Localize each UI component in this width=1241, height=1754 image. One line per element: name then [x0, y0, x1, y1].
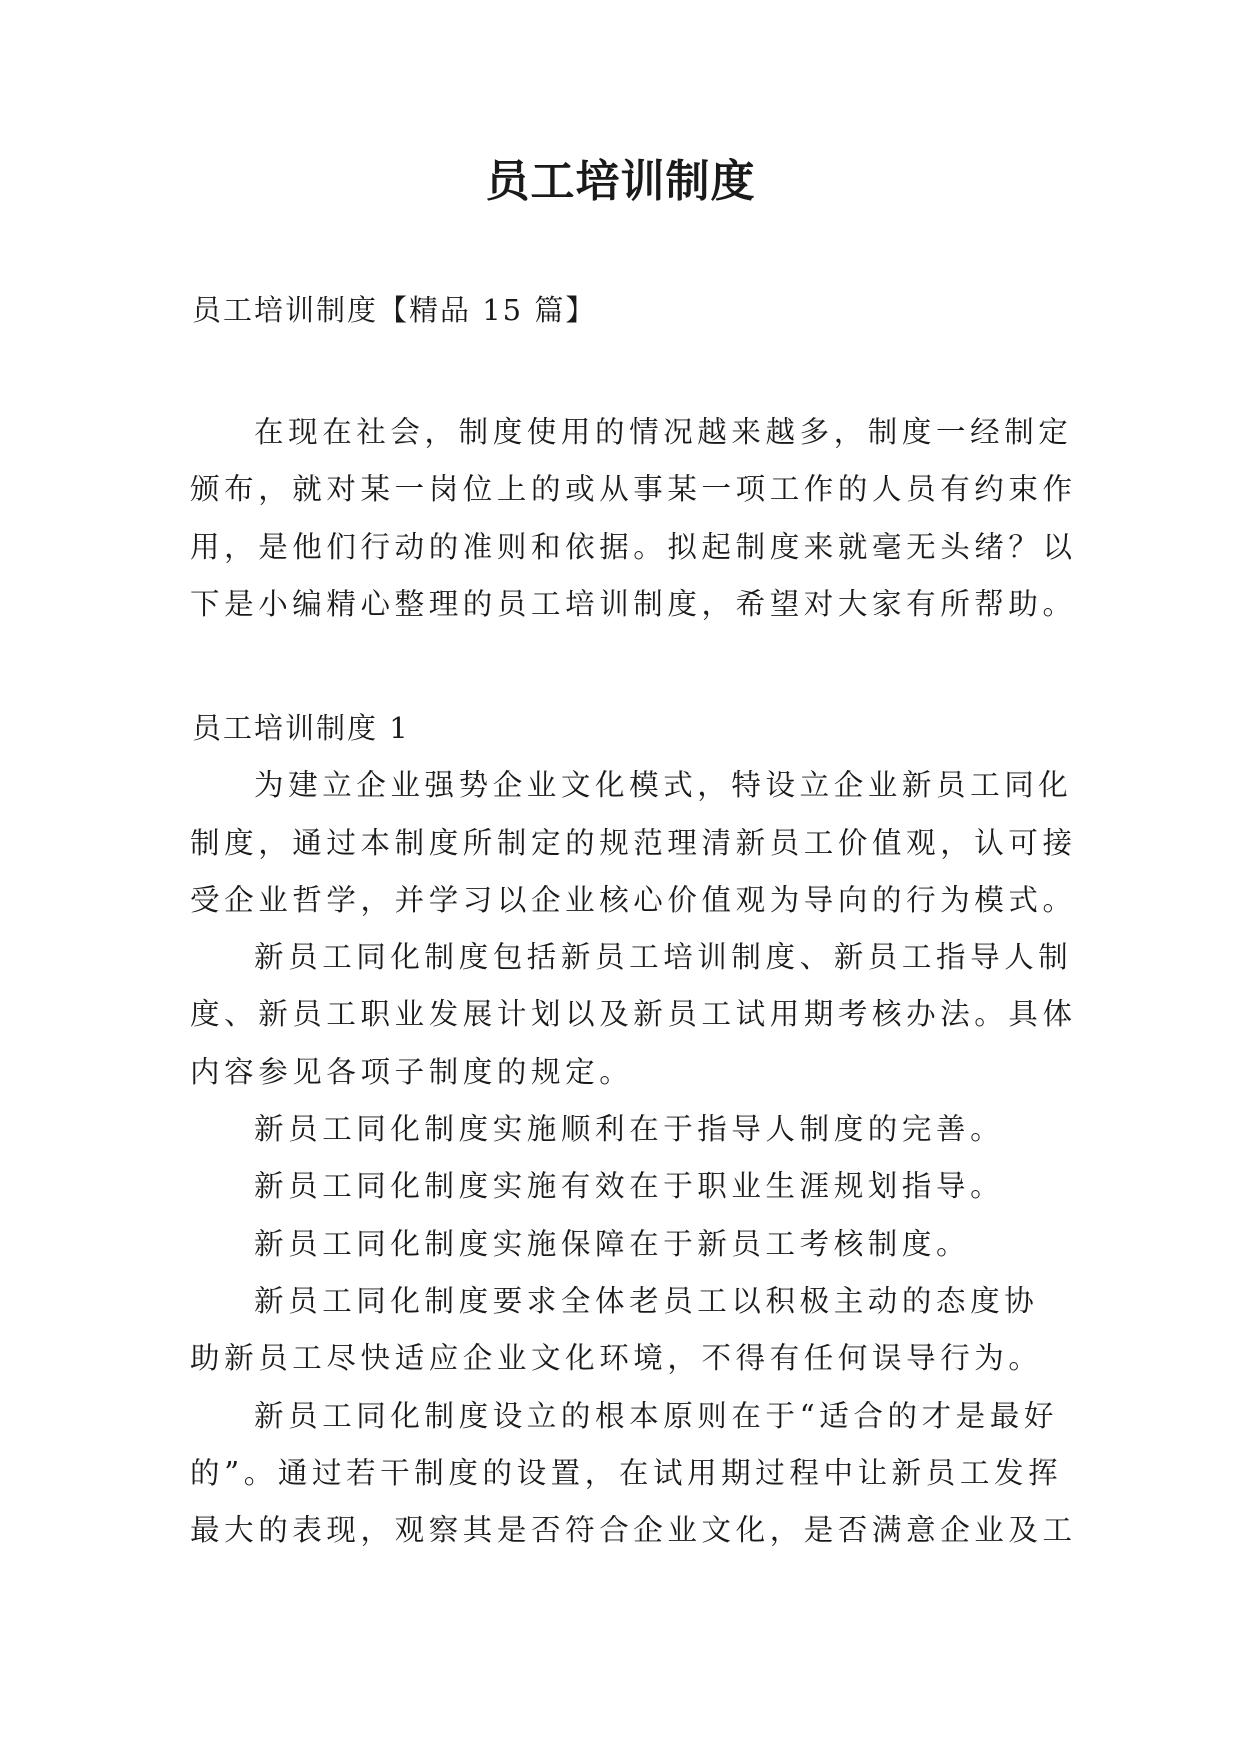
section-paragraph-7	[190, 1388, 1077, 1560]
section-line: 新员工同化制度要求全体老员工以积极主动的态度协	[254, 1283, 1039, 1318]
section-paragraph-2	[190, 929, 1077, 1101]
intro-line: 颁布，就对某一岗位上的或从事某一项工作的人员有约束作	[190, 472, 1077, 507]
section-1	[190, 700, 1077, 1559]
section-line: 度、新员工职业发展计划以及新员工试用期考核办法。具体	[190, 997, 1077, 1032]
section-line: 内容参见各项子制度的规定。	[190, 1054, 634, 1089]
intro-paragraph	[190, 404, 1077, 633]
section-line: 新员工同化制度实施有效在于职业生涯规划指导。	[254, 1169, 1005, 1204]
section-line: 为建立企业强势企业文化模式，特设立企业新员工同化	[254, 768, 1073, 803]
section-heading: 员工培训制度 1	[192, 711, 410, 745]
section-line: 受企业哲学，并学习以企业核心价值观为导向的行为模式。	[190, 882, 1077, 917]
section-paragraph-3	[190, 1101, 1070, 1158]
section-line: 最大的表现，观察其是否符合企业文化，是否满意企业及工	[190, 1513, 1077, 1548]
document-title: 员工培训制度	[485, 156, 756, 207]
section-line: 新员工同化制度实施保障在于新员工考核制度。	[254, 1226, 971, 1261]
section-paragraph-4	[190, 1158, 1070, 1215]
document-subtitle: 员工培训制度【精品 15 篇】	[192, 293, 597, 327]
section-line: 新员工同化制度实施顺利在于指导人制度的完善。	[254, 1112, 1005, 1147]
section-line: 的”。通过若干制度的设置，在试用期过程中让新员工发挥	[190, 1455, 1063, 1490]
intro-line: 在现在社会，制度使用的情况越来越多，制度一经制定	[254, 415, 1073, 449]
section-line: 助新员工尽快适应企业文化环境，不得有任何误导行为。	[190, 1341, 1043, 1376]
section-line: 新员工同化制度包括新员工培训制度、新员工指导人制	[254, 940, 1073, 975]
section-paragraph-6	[190, 1273, 1070, 1388]
intro-line: 用，是他们行动的准则和依据。拟起制度来就毫无头绪？以	[190, 529, 1077, 564]
section-paragraph-5	[190, 1216, 1070, 1273]
section-line: 制度，通过本制度所制定的规范理清新员工价值观，认可接	[190, 825, 1077, 860]
section-paragraph-1	[190, 757, 1077, 929]
section-line: 新员工同化制度设立的根本原则在于“适合的才是最好	[254, 1398, 1058, 1433]
intro-line: 下是小编精心整理的员工培训制度，希望对大家有所帮助。	[190, 586, 1077, 621]
